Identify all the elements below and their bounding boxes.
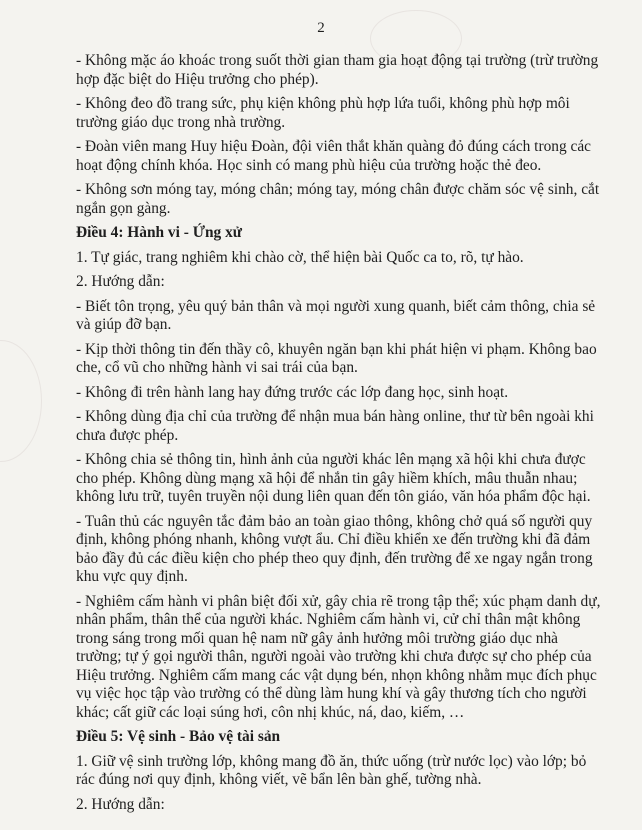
page-number: 2 xyxy=(317,20,325,36)
paragraph: - Không mặc áo khoác trong suốt thời gian tham gia hoạt động tại trường (trừ trường hợp đặc biệt do Hiệu trưởng cho phép). xyxy=(76,52,599,88)
paragraph: - Không chia sẻ thông tin, hình ảnh của người khác lên mạng xã hội khi chưa được cho phép. Không dùng mạng xã hội để nhắn tin gây hiềm khích, mâu thuẫn nhau; không lưu trữ, tuyên truyền nội dung liên quan đến tôn giáo, văn hóa phẩm độc hại. xyxy=(76,451,591,505)
paragraph: - Không đi trên hành lang hay đứng trước các lớp đang học, sinh hoạt. xyxy=(76,383,509,401)
faint-stamp-mark xyxy=(0,340,42,462)
paragraph: 1. Giữ vệ sinh trường lớp, không mang đồ ăn, thức uống (trừ nước lọc) vào lớp; bỏ rác đúng nơi quy định, không viết, vẽ bẩn lên bàn ghế, tường nhà. xyxy=(76,752,587,788)
paragraph: - Không dùng địa chỉ của trường để nhận mua bán hàng online, thư từ bên ngoài khi chưa được phép. xyxy=(76,408,594,444)
article-5-heading: Điều 5: Vệ sinh - Bảo vệ tài sản xyxy=(76,728,281,745)
document-body xyxy=(76,52,602,820)
paragraph: - Không sơn móng tay, móng chân; móng tay, móng chân được chăm sóc vệ sinh, cắt ngắn gọn gàng. xyxy=(76,181,600,217)
paragraph: - Tuân thủ các nguyên tắc đảm bảo an toàn giao thông, không chở quá số người quy định, không phóng nhanh, không vượt ẩu. Chỉ điều khiển xe đến trường khi đã đảm bảo đầy đủ các điều kiện cho phép theo quy định, đến trường để xe ngay ngắn trong khu vực quy định. xyxy=(76,512,593,585)
paragraph: 2. Hướng dẫn: xyxy=(76,273,165,290)
paragraph: - Đoàn viên mang Huy hiệu Đoàn, đội viên thắt khăn quàng đỏ đúng cách trong các hoạt động chính khóa. Học sinh có mang phù hiệu của trường hoặc thẻ đeo. xyxy=(76,138,592,174)
paragraph: - Nghiêm cấm hành vi phân biệt đối xử, gây chia rẽ trong tập thể; xúc phạm danh dự, nhân phẩm, thân thể của người khác. Nghiêm cấm hành vi, cử chỉ thân mật không trong sáng trong mối quan hệ nam nữ gây ảnh hưởng môi trường giáo dục nhà trường; tự ý gọi người thân, người ngoài vào trường khi chưa được sự cho phép của Hiệu trưởng. Nghiêm cấm mang các vật dụng bén, nhọn không nhằm mục đích phục vụ việc học tập vào trường có thể dùng làm hung khí và gây thương tích cho người khác; cất giữ các loại súng hơi, côn nhị khúc, ná, dao, kiếm, … xyxy=(76,592,601,721)
paragraph: - Biết tôn trọng, yêu quý bản thân và mọi người xung quanh, biết cảm thông, chia sẻ và giúp đỡ bạn. xyxy=(76,297,596,333)
paragraph: - Kịp thời thông tin đến thầy cô, khuyên ngăn bạn khi phát hiện vi phạm. Không bao che, cổ vũ cho những hành vi sai trái của bạn. xyxy=(76,340,597,376)
paragraph: 2. Hướng dẫn: xyxy=(76,795,165,813)
paragraph: 1. Tự giác, trang nghiêm khi chào cờ, thể hiện bài Quốc ca to, rõ, tự hào. xyxy=(76,248,524,266)
paragraph: - Không đeo đồ trang sức, phụ kiện không phù hợp lứa tuổi, không phù hợp môi trường giáo dục trong nhà trường. xyxy=(76,95,570,131)
article-4-heading: Điều 4: Hành vi - Ứng xử xyxy=(76,224,243,241)
